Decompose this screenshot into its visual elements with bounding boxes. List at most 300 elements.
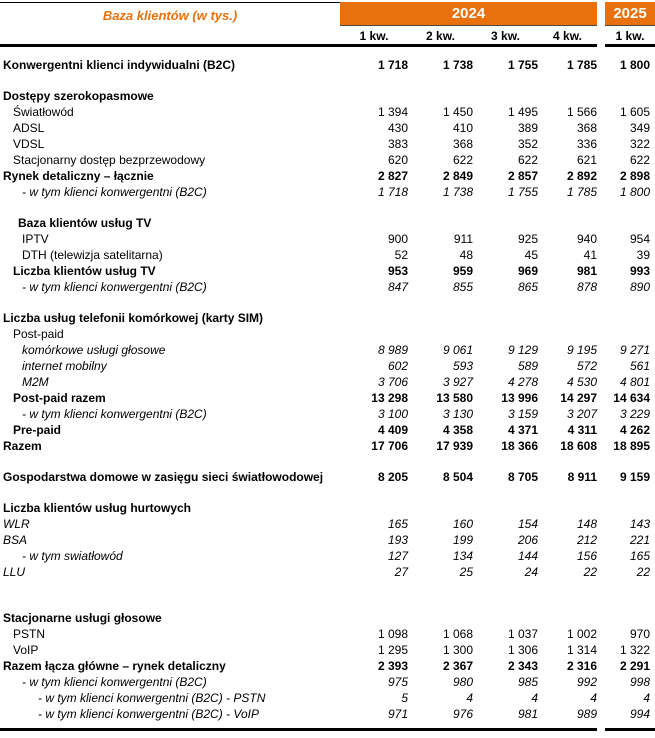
- column-gap: [597, 136, 605, 152]
- value-cell: 3 130: [442, 407, 473, 421]
- value-cell: 8 205: [377, 470, 408, 484]
- value-cell: 989: [576, 707, 597, 721]
- table-row: [0, 548, 655, 564]
- bottom-rule-2025: [605, 728, 655, 731]
- value-cell: 3 706: [377, 375, 408, 389]
- value-cell: 971: [387, 707, 408, 721]
- value-cell: 1 306: [507, 643, 538, 657]
- table-row: [0, 564, 655, 580]
- row-label: Dostępy szerokopasmowe: [3, 89, 154, 103]
- column-gap: [597, 184, 605, 200]
- value-cell: 1 718: [377, 58, 408, 72]
- year-header-2024: 2024: [340, 2, 597, 26]
- header-column-gap: [597, 2, 605, 27]
- column-gap: [597, 374, 605, 390]
- row-label: ADSL: [13, 121, 45, 135]
- value-cell: 4: [590, 691, 597, 705]
- value-cell: 980: [452, 675, 473, 689]
- value-cell: 368: [452, 137, 473, 151]
- value-cell-2025: 9 271: [619, 343, 650, 357]
- value-cell: 8 705: [507, 470, 538, 484]
- column-gap: [597, 247, 605, 263]
- row-label: - w tym klienci konwergentni (B2C): [22, 185, 207, 199]
- table-row: [0, 532, 655, 548]
- value-cell: 602: [387, 359, 408, 373]
- column-gap: [597, 263, 605, 279]
- value-cell: [408, 326, 473, 342]
- bottom-rule-main: [0, 728, 597, 731]
- value-cell: [538, 215, 597, 231]
- value-cell: 2 316: [566, 659, 597, 673]
- value-cell-2025: 4 801: [619, 375, 650, 389]
- row-label: DTH (telewizja satelitarna): [22, 248, 163, 262]
- value-cell: 621: [576, 153, 597, 167]
- column-gap: [597, 326, 605, 342]
- bottom-rule-gap: [597, 728, 605, 731]
- row-label: komórkowe usługi głosowe: [22, 343, 166, 357]
- column-gap: [597, 231, 605, 247]
- value-cell: 855: [452, 280, 473, 294]
- value-cell-2025: [605, 88, 655, 104]
- value-cell: 336: [576, 137, 597, 151]
- value-cell: 1 738: [442, 58, 473, 72]
- column-gap: [597, 168, 605, 184]
- value-cell: [538, 610, 597, 626]
- table-body: [0, 47, 655, 728]
- value-cell: 981: [576, 264, 597, 278]
- value-cell: 22: [583, 565, 597, 579]
- spacer-row: [0, 454, 655, 469]
- value-cell: [340, 500, 408, 516]
- value-cell: 5: [401, 691, 408, 705]
- table-row: [0, 690, 655, 706]
- table-row: [0, 342, 655, 358]
- row-label: LLU: [3, 565, 26, 579]
- header-label-spacer: [0, 27, 340, 47]
- value-cell-2025: 2 291: [619, 659, 650, 673]
- value-cell: 969: [517, 264, 538, 278]
- value-cell: 18 608: [560, 439, 597, 453]
- table-row: [0, 326, 655, 342]
- value-cell: 976: [452, 707, 473, 721]
- value-cell: 410: [452, 121, 473, 135]
- row-label: Stacjonarne usługi głosowe: [3, 611, 162, 625]
- value-cell: 17 706: [371, 439, 408, 453]
- year-header-2025: 2025: [605, 2, 655, 26]
- value-cell: 620: [387, 153, 408, 167]
- value-cell: [473, 215, 538, 231]
- value-cell: 1 300: [442, 643, 473, 657]
- row-label: BSA: [3, 533, 28, 547]
- row-label: WLR: [3, 517, 30, 531]
- value-cell-2025: 349: [629, 121, 650, 135]
- column-gap: [597, 406, 605, 422]
- value-cell: [408, 215, 473, 231]
- value-cell: 127: [387, 549, 408, 563]
- table-row: [0, 120, 655, 136]
- row-label: M2M: [22, 375, 49, 389]
- value-cell: 622: [517, 153, 538, 167]
- spacer-row: [0, 295, 655, 310]
- value-cell: 975: [387, 675, 408, 689]
- column-gap: [597, 690, 605, 706]
- value-cell: 4 409: [377, 423, 408, 437]
- value-cell-2025: 1 605: [619, 105, 650, 119]
- value-cell: 48: [459, 248, 473, 262]
- column-gap: [597, 469, 605, 485]
- value-cell-2025: 561: [629, 359, 650, 373]
- row-label: Rynek detaliczny – łącznie: [3, 169, 154, 183]
- value-cell-2025: 1 800: [619, 185, 650, 199]
- column-gap: [597, 215, 605, 231]
- spacer-row: [0, 200, 655, 215]
- value-cell: 13 996: [501, 391, 538, 405]
- value-cell-2025: 39: [636, 248, 650, 262]
- row-label: PSTN: [13, 627, 46, 641]
- value-cell: [408, 610, 473, 626]
- value-cell: 199: [452, 533, 473, 547]
- value-cell: 430: [387, 121, 408, 135]
- value-cell-2025: 1 322: [619, 643, 650, 657]
- table-title: Baza klientów (w tys.): [0, 2, 340, 27]
- row-label: Stacjonarny dostęp bezprzewodowy: [13, 153, 206, 167]
- row-label: Post-paid: [13, 327, 64, 341]
- value-cell: 52: [394, 248, 408, 262]
- value-cell: 1 450: [442, 105, 473, 119]
- table-row: [0, 374, 655, 390]
- value-cell: [473, 326, 538, 342]
- value-cell: 41: [583, 248, 597, 262]
- value-cell: 985: [517, 675, 538, 689]
- value-cell: 1 098: [377, 627, 408, 641]
- table-row: [0, 422, 655, 438]
- value-cell-2025: [605, 500, 655, 516]
- column-gap: [597, 88, 605, 104]
- value-cell-2025: [605, 610, 655, 626]
- value-cell: 2 849: [442, 169, 473, 183]
- value-cell-2025: [605, 326, 655, 342]
- value-cell: 383: [387, 137, 408, 151]
- value-cell-2025: 22: [636, 565, 650, 579]
- quarter-header-q1-2025: 1 kw.: [605, 27, 655, 47]
- value-cell-2025: 322: [629, 137, 650, 151]
- value-cell: 1 718: [377, 185, 408, 199]
- column-gap: [597, 658, 605, 674]
- value-cell: 593: [452, 359, 473, 373]
- value-cell: 2 827: [377, 169, 408, 183]
- value-cell: [538, 310, 597, 326]
- value-cell: 9 129: [507, 343, 538, 357]
- table-row: [0, 184, 655, 200]
- row-label: VoIP: [13, 643, 39, 657]
- value-cell-2025: 14 634: [613, 391, 650, 405]
- value-cell: 4 358: [442, 423, 473, 437]
- table-row: [0, 438, 655, 454]
- table-row: [0, 469, 655, 485]
- value-cell: 981: [517, 707, 538, 721]
- value-cell: 878: [576, 280, 597, 294]
- row-label: Światłowód: [13, 105, 74, 119]
- row-label: - w tym swiatłowód: [22, 549, 123, 563]
- value-cell: 165: [387, 517, 408, 531]
- row-label: internet mobilny: [22, 359, 107, 373]
- value-cell: [408, 310, 473, 326]
- value-cell: 4 311: [567, 423, 597, 437]
- row-label: Konwergentni klienci indywidualni (B2C): [3, 58, 236, 72]
- table-row: [0, 152, 655, 168]
- value-cell: 992: [576, 675, 597, 689]
- row-label: IPTV: [22, 232, 49, 246]
- value-cell: [408, 88, 473, 104]
- value-cell: 1 755: [507, 185, 538, 199]
- value-cell: 9 195: [566, 343, 597, 357]
- value-cell: 2 857: [507, 169, 538, 183]
- table-row: [0, 136, 655, 152]
- row-label: - w tym klienci konwergentni (B2C): [22, 407, 207, 421]
- column-gap: [597, 310, 605, 326]
- row-label: - w tym klienci konwergentni (B2C): [22, 280, 207, 294]
- value-cell: 925: [517, 232, 538, 246]
- column-gap: [597, 104, 605, 120]
- row-label: Baza klientów usług TV: [18, 216, 152, 230]
- table-row: [0, 310, 655, 326]
- value-cell: [340, 610, 408, 626]
- table-row: [0, 500, 655, 516]
- value-cell: 1 566: [566, 105, 597, 119]
- value-cell-2025: 4: [643, 691, 650, 705]
- column-gap: [597, 706, 605, 722]
- value-cell: 589: [517, 359, 538, 373]
- table-row: [0, 406, 655, 422]
- column-gap: [597, 626, 605, 642]
- value-cell: 2 343: [507, 659, 538, 673]
- row-label: - w tym klienci konwergentni (B2C) - PSTN: [38, 691, 266, 705]
- value-cell: 4 530: [566, 375, 597, 389]
- table-header: [0, 2, 655, 47]
- value-cell: 13 580: [436, 391, 473, 405]
- spacer-row: [0, 595, 655, 610]
- value-cell: 206: [517, 533, 538, 547]
- column-gap: [597, 57, 605, 73]
- value-cell: [538, 88, 597, 104]
- column-gap: [597, 342, 605, 358]
- column-gap: [597, 516, 605, 532]
- value-cell: 847: [387, 280, 408, 294]
- value-cell: 3 100: [377, 407, 408, 421]
- table-row: [0, 88, 655, 104]
- value-cell: [473, 610, 538, 626]
- value-cell: 1 002: [566, 627, 597, 641]
- column-gap: [597, 152, 605, 168]
- value-cell: 4 278: [507, 375, 538, 389]
- value-cell: 212: [576, 533, 597, 547]
- value-cell: 193: [387, 533, 408, 547]
- value-cell: 144: [517, 549, 538, 563]
- quarter-header-q1-2024: 1 kw.: [340, 27, 408, 47]
- table-row: [0, 658, 655, 674]
- table-row: [0, 215, 655, 231]
- value-cell: 389: [517, 121, 538, 135]
- column-gap: [597, 422, 605, 438]
- value-cell: 25: [459, 565, 473, 579]
- value-cell: 14 297: [560, 391, 597, 405]
- value-cell-2025: 993: [629, 264, 650, 278]
- value-cell: 8 989: [377, 343, 408, 357]
- table-row: [0, 231, 655, 247]
- value-cell: 953: [387, 264, 408, 278]
- value-cell: 45: [524, 248, 538, 262]
- value-cell: [538, 326, 597, 342]
- row-label: - w tym klienci konwergentni (B2C) - VoIP: [38, 707, 259, 721]
- value-cell: [473, 310, 538, 326]
- column-gap: [597, 279, 605, 295]
- spacer-row: [0, 73, 655, 88]
- value-cell: 900: [387, 232, 408, 246]
- value-cell: [473, 500, 538, 516]
- column-gap: [597, 438, 605, 454]
- row-label: VDSL: [13, 137, 45, 151]
- value-cell: 865: [517, 280, 538, 294]
- value-cell: 1 495: [507, 105, 538, 119]
- value-cell: 13 298: [371, 391, 408, 405]
- value-cell-2025: 18 895: [613, 439, 650, 453]
- value-cell-2025: 998: [629, 675, 650, 689]
- table-row: [0, 674, 655, 690]
- value-cell: 154: [517, 517, 538, 531]
- value-cell: 2 892: [566, 169, 597, 183]
- value-cell: 156: [576, 549, 597, 563]
- value-cell: 1 738: [442, 185, 473, 199]
- value-cell: 3 927: [442, 375, 473, 389]
- value-cell: 24: [524, 565, 538, 579]
- quarter-header-q3-2024: 3 kw.: [473, 27, 538, 47]
- value-cell: 1 068: [442, 627, 473, 641]
- table-row: [0, 263, 655, 279]
- column-gap: [597, 674, 605, 690]
- value-cell: 18 366: [501, 439, 538, 453]
- value-cell: 3 207: [566, 407, 597, 421]
- value-cell: 27: [394, 565, 408, 579]
- row-label: - w tym klienci konwergentni (B2C): [22, 675, 207, 689]
- value-cell: 622: [452, 153, 473, 167]
- value-cell: [408, 500, 473, 516]
- value-cell: 4: [466, 691, 473, 705]
- table-row: [0, 390, 655, 406]
- value-cell: 4: [531, 691, 538, 705]
- value-cell: 572: [576, 359, 597, 373]
- row-label: Liczba klientów usług hurtowych: [3, 501, 192, 515]
- table-row: [0, 168, 655, 184]
- value-cell-2025: 3 229: [619, 407, 650, 421]
- table-row: [0, 104, 655, 120]
- quarter-header-q2-2024: 2 kw.: [408, 27, 473, 47]
- value-cell-2025: 994: [629, 707, 650, 721]
- quarter-header-q4-2024: 4 kw.: [538, 27, 597, 47]
- table-row: [0, 516, 655, 532]
- value-cell: 1 785: [566, 58, 597, 72]
- column-gap: [597, 500, 605, 516]
- table-row: [0, 706, 655, 722]
- value-cell: 1 785: [566, 185, 597, 199]
- value-cell: 940: [576, 232, 597, 246]
- value-cell: 1 037: [507, 627, 538, 641]
- value-cell: 1 755: [507, 58, 538, 72]
- value-cell: 3 159: [507, 407, 538, 421]
- value-cell-2025: 970: [629, 627, 650, 641]
- row-label: Pre-paid: [13, 423, 62, 437]
- value-cell: 1 314: [566, 643, 597, 657]
- value-cell-2025: 165: [629, 549, 650, 563]
- column-gap: [597, 120, 605, 136]
- value-cell: 959: [452, 264, 473, 278]
- value-cell: 1 295: [377, 643, 408, 657]
- value-cell-2025: [605, 215, 655, 231]
- value-cell: 17 939: [436, 439, 473, 453]
- value-cell: [473, 88, 538, 104]
- column-gap: [597, 532, 605, 548]
- value-cell: 2 367: [442, 659, 473, 673]
- value-cell: 352: [517, 137, 538, 151]
- value-cell-2025: 890: [629, 280, 650, 294]
- column-gap: [597, 548, 605, 564]
- value-cell-2025: 622: [629, 153, 650, 167]
- value-cell-2025: 143: [629, 517, 650, 531]
- table-row: [0, 57, 655, 73]
- value-cell: [340, 326, 408, 342]
- table-row: [0, 610, 655, 626]
- row-label: Post-paid razem: [13, 391, 106, 405]
- value-cell: 134: [452, 549, 473, 563]
- row-label: Razem: [3, 439, 42, 453]
- value-cell: 148: [576, 517, 597, 531]
- column-gap: [597, 564, 605, 580]
- spacer-row: [0, 580, 655, 595]
- value-cell-2025: [605, 310, 655, 326]
- value-cell: 8 911: [567, 470, 597, 484]
- value-cell: 160: [452, 517, 473, 531]
- value-cell: 4 371: [507, 423, 538, 437]
- value-cell-2025: 954: [629, 232, 650, 246]
- value-cell: 1 394: [377, 105, 408, 119]
- table-row: [0, 247, 655, 263]
- value-cell-2025: 9 159: [619, 470, 650, 484]
- value-cell: 8 504: [442, 470, 473, 484]
- table-row: [0, 279, 655, 295]
- column-gap: [597, 642, 605, 658]
- value-cell-2025: 1 800: [619, 58, 650, 72]
- value-cell: [340, 215, 408, 231]
- value-cell: 911: [453, 232, 473, 246]
- quarter-header-gap: [597, 27, 605, 47]
- value-cell-2025: 2 898: [619, 169, 650, 183]
- value-cell: [340, 310, 408, 326]
- spacer-row: [0, 485, 655, 500]
- bottom-rule: [0, 728, 655, 731]
- row-label: Gospodarstwa domowe w zasięgu sieci światłowodowej: [3, 470, 324, 484]
- value-cell: [340, 88, 408, 104]
- row-label: Razem łącza główne – rynek detaliczny: [3, 659, 226, 673]
- value-cell: [538, 500, 597, 516]
- value-cell: 9 061: [442, 343, 473, 357]
- row-label: Liczba usług telefonii komórkowej (karty SIM): [3, 311, 264, 325]
- value-cell-2025: 4 262: [619, 423, 650, 437]
- value-cell: 2 393: [377, 659, 408, 673]
- column-gap: [597, 610, 605, 626]
- table-row: [0, 626, 655, 642]
- column-gap: [597, 358, 605, 374]
- table-row: [0, 358, 655, 374]
- value-cell-2025: 221: [629, 533, 650, 547]
